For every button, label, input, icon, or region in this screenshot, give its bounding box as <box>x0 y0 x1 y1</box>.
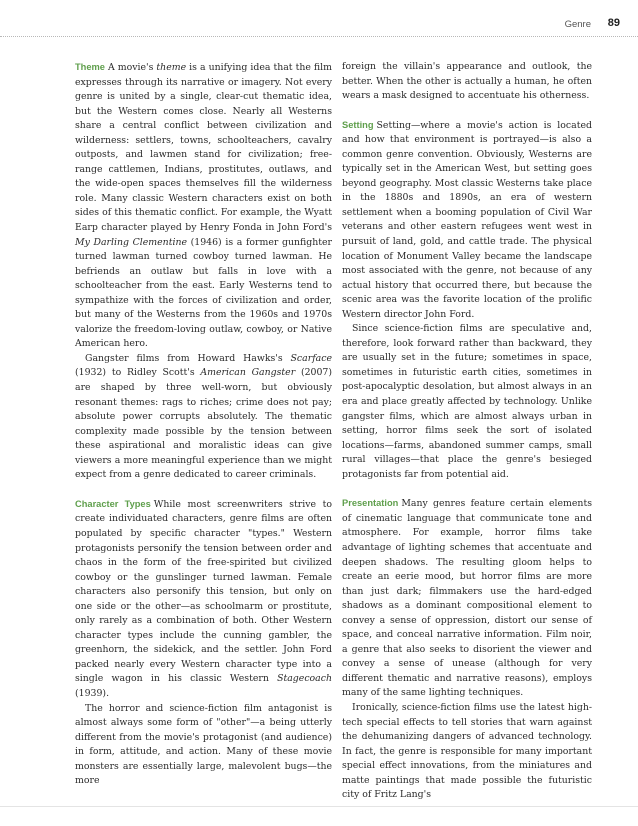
theme-film-title: My Darling Clementine <box>75 236 187 248</box>
running-head-section: Genre <box>564 19 591 30</box>
gangster-text-c: (2007) are shaped by three well-worn, but obviously resonant themes: rags to riches; crime does not pay; absolute power corrupts absolutely. The thematic complexity made possible by the tension between these aspirational and moralistic ideas can give viewers a more meaningful experience than we might expect from a genre dedicated to career criminals. <box>75 367 333 481</box>
setting-heading: Setting <box>342 119 374 130</box>
right-column <box>342 60 592 803</box>
footer-divider <box>0 806 638 807</box>
character-text-a: While most screenwriters strive to create individuated characters, genre films are often populated by specific character "types." Western protagonists personify the tension between order and chaos in the form of the free-spirited but civilized cowboy or the gunslinger turned lawman. Female characters also personify this tension, but only on one side or the other—as schoolmarm or prostitute, only rarely as a combination of both. Other Western character types include the cunning gambler, the greenhorn, the sidekick, and the settler. John Ford packed nearly every Western character type into a single wagon in his classic Western <box>75 498 333 685</box>
gangster-paragraph <box>75 352 332 483</box>
left-column <box>75 60 332 789</box>
ironic-paragraph: Ironically, science-fiction films use the latest high-tech special effects to tell stories that warn against the dehumanizing dangers of advanced technology. In fact, the genre is responsible for many important special effect innovations, from the miniatures and matte paintings that made possible the futuristic city of Fritz Lang's <box>342 701 592 801</box>
theme-paragraph <box>75 60 332 352</box>
horror-paragraph: The horror and science-fiction film antagonist is almost always some form of "other"—a being utterly different from the movie's protagonist (and audience) in form, attitude, and action. Many of these movie monsters are essentially large, malevolent bugs—the more <box>75 702 332 787</box>
presentation-heading: Presentation <box>342 498 399 509</box>
character-types-paragraph <box>75 497 332 702</box>
character-film-title: Stagecoach <box>277 673 332 685</box>
header-divider <box>0 36 638 37</box>
gangster-film-title-1: Scarface <box>290 352 332 364</box>
setting-text: Setting—where a movie's action is located and how that environment is portrayed—is also a common genre convention. Obviously, Westerns are typically set in the American West, but setting goes beyond geography. Most classic Westerns take place in the 1880s and 1890s, an era of western settlement when a booming population of Civil War veterans and other eastern refugees went west in pursuit of land, gold, and cattle trade. The physical location of Monument Valley became the landscape most associated with the genre, not because of any actual history that occurred there, but because the scenic area was the favorite location of the prolific Western director John Ford. <box>342 119 592 320</box>
theme-heading: Theme <box>75 62 105 72</box>
page-number: 89 <box>607 17 620 29</box>
scifi-setting-paragraph: Since science-fiction films are speculative and, therefore, look forward rather than backward, they are usually set in the future; sometimes in space, sometimes in futuristic earth cities, sometimes in post-apocalyptic desolation, but almost always in an era and place greatly affected by technology. Unlike gangster films, which are almost always urban in setting, horror films seek the sort of isolated locations—farms, abandoned summer camps, small rural villages—that place the genre's besieged protagonists far from potential aid. <box>342 323 592 480</box>
theme-text-a: A movie's <box>107 62 157 73</box>
theme-text-em: theme <box>156 62 187 73</box>
page-header <box>0 0 638 40</box>
gangster-text-a: Gangster films from Howard Hawks's <box>85 352 291 364</box>
character-text-b: (1939). <box>75 687 110 699</box>
setting-paragraph <box>342 118 592 323</box>
theme-text-c: (1946) is a former gunfighter turned lawman turned cowboy turned lawman. He befriends an outlaw but falls in love with a schoolteacher from the east. Early Westerns tend to sympathize with the forces of civilization and order, but many of the Westerns from the 1960s and 1970s valorize the freedom-loving outlaw, cowboy, or Native American hero. <box>75 236 333 350</box>
gangster-film-title-2: American Gangster <box>200 367 296 379</box>
presentation-paragraph <box>342 496 592 701</box>
gangster-text-b: (1932) to Ridley Scott's <box>75 367 201 379</box>
character-types-heading: Character Types <box>75 498 151 509</box>
theme-text-b: is a unifying idea that the film expresses through its narrative or imagery. Not every genre is united by a single, clear-cut thematic idea, but the Western comes close. Nearly all Westerns share a central conflict between civilization and wilderness: settlers, towns, schoolteachers, cavalry outposts, and lawmen stand for civilization; free-range cattlemen, Indians, prostitutes, outlaws, and the wide-open spaces themselves fill the wilderness role. Many classic Western characters exist on both sides of this thematic conflict. For example, the Wyatt Earp character played by Henry Fonda in John Ford's <box>75 62 332 234</box>
continued-paragraph: foreign the villain's appearance and outlook, the better. When the other is actually a human, he often wears a mask designed to accentuate his otherness. <box>342 61 592 102</box>
presentation-text: Many genres feature certain elements of cinematic language that communicate tone and atmosphere. For example, horror films take advantage of lighting schemes that accentuate and deepen shadows. The resulting gloom helps to create an eerie mood, but horror films are more than just dark; filmmakers use the hard-edged shadows as a dominant compositional element to convey a sense of oppression, distort our sense of space, and conceal narrative information. Film noir, a genre that also seeks to disorient the viewer and convey a sense of unease (although for very different thematic and narrative reasons), employs many of the same lighting techniques. <box>342 498 592 699</box>
